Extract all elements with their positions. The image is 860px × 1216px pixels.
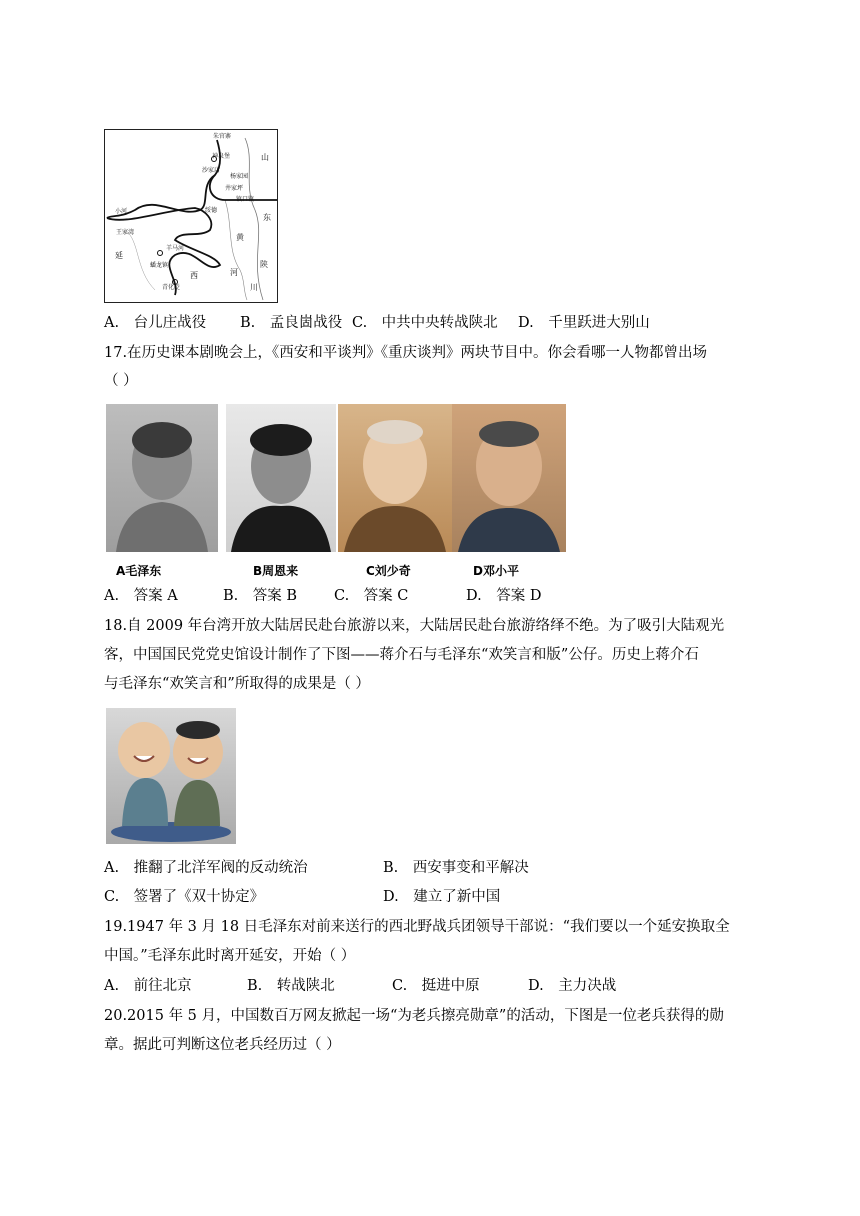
q17-option-b[interactable]: B. 答案 B xyxy=(223,588,298,604)
map-label-suide: 绥德 xyxy=(205,207,218,214)
q18-option-b[interactable]: B. 西安事变和平解决 xyxy=(383,860,529,876)
map-label-shaan: 陕 xyxy=(260,260,268,269)
q18-option-c[interactable]: C. 签署了《双十协定》 xyxy=(104,889,265,905)
map-label-shenquanbao: 神泉堡 xyxy=(212,153,231,160)
map-label-chuan: 川 xyxy=(250,283,258,292)
map-label-dong: 东 xyxy=(263,213,271,222)
portrait-deng xyxy=(452,404,566,552)
map-label-yangmahe: 羊马河 xyxy=(166,245,185,252)
q19-stem-line1: 19.1947 年 3 月 18 日毛泽东对前来送行的西北野战兵团领导干部说：“我们要以一个延安换取全 xyxy=(104,919,730,935)
caption-d: D邓小平 xyxy=(473,564,519,578)
q18-option-a[interactable]: A. 推翻了北洋军阀的反动统治 xyxy=(104,860,308,876)
q18-stem-line1: 18.自 2009 年台湾开放大陆居民赴台旅游以来，大陆居民赴台旅游络绎不绝。为了吸引大陆观光 xyxy=(104,618,725,634)
map-label-jingjiaping: 井家坪 xyxy=(225,185,244,192)
q20-stem-line2: 章。据此可判断这位老兵经历过（ ） xyxy=(104,1037,341,1053)
map-label-he: 河 xyxy=(230,268,238,277)
figurines-photo xyxy=(106,708,236,844)
map-label-yangjiayuan: 杨家园 xyxy=(230,173,249,180)
portrait-mao xyxy=(106,404,218,552)
q19-option-d[interactable]: D. 主力决战 xyxy=(528,978,617,994)
q19-option-c[interactable]: C. 挺进中原 xyxy=(392,978,480,994)
q19-stem-line2: 中国。”毛泽东此时离开延安，开始（ ） xyxy=(104,948,356,964)
map-label-shan: 山 xyxy=(261,153,269,162)
q18-stem-line3: 与毛泽东“欢笑言和”所取得的成果是（ ） xyxy=(104,676,370,692)
q19-option-a[interactable]: A. 前往北京 xyxy=(104,978,192,994)
portrait-liu xyxy=(338,404,452,552)
map-label-zhenkouzhen: 镇口镇 xyxy=(236,196,255,203)
q20-stem-line1: 20.2015 年 5 月，中国数百万网友掀起一场“为老兵擦亮勋章”的活动，下图是一位老兵获得的勋 xyxy=(104,1008,724,1024)
q17-option-a[interactable]: A. 答案 A xyxy=(104,588,178,604)
route-map xyxy=(104,129,278,303)
route-map-svg xyxy=(105,130,277,302)
q16-option-c[interactable]: C. 中共中央转战陕北 xyxy=(352,315,498,331)
map-label-qinghuabian: 青化砭 xyxy=(162,284,181,291)
q19-option-b[interactable]: B. 转战陕北 xyxy=(247,978,335,994)
map-label-wangjiawan: 王家湾 xyxy=(116,229,135,236)
map-label-yan: 延 xyxy=(115,251,123,260)
caption-c: C刘少奇 xyxy=(366,564,411,578)
q17-stem-line1: 17.在历史课本剧晚会上，《西安和平谈判》《重庆谈判》两块节目中。你会看哪一人物都曾出场 xyxy=(104,345,708,361)
map-label-huang: 黄 xyxy=(236,233,244,242)
q16-option-b[interactable]: B. 孟良崮战役 xyxy=(240,315,343,331)
portrait-zhou xyxy=(226,404,336,552)
q16-option-d[interactable]: D. 千里跃进大别山 xyxy=(518,315,650,331)
q18-stem-line2: 客，中国国民党党史馆设计制作了下图——蒋介石与毛泽东“欢笑言和版”公仔。历史上蒋介石 xyxy=(104,647,699,663)
caption-a: A毛泽东 xyxy=(116,564,162,578)
map-label-xi: 西 xyxy=(190,271,198,280)
map-label-xiaohe: 小河 xyxy=(115,208,128,215)
map-label-shajiadian: 沙家店 xyxy=(202,167,221,174)
q17-stem-line2: （ ） xyxy=(104,373,138,389)
q17-option-d[interactable]: D. 答案 D xyxy=(466,588,542,604)
caption-b: B周恩来 xyxy=(253,564,299,578)
q18-option-d[interactable]: D. 建立了新中国 xyxy=(383,889,501,905)
map-label-zhuguanzhai: 朱官寨 xyxy=(213,133,232,140)
q16-option-a[interactable]: A. 台儿庄战役 xyxy=(104,315,207,331)
map-label-panlongzhen: 蟠龙镇 xyxy=(150,262,169,269)
q17-option-c[interactable]: C. 答案 C xyxy=(334,588,409,604)
